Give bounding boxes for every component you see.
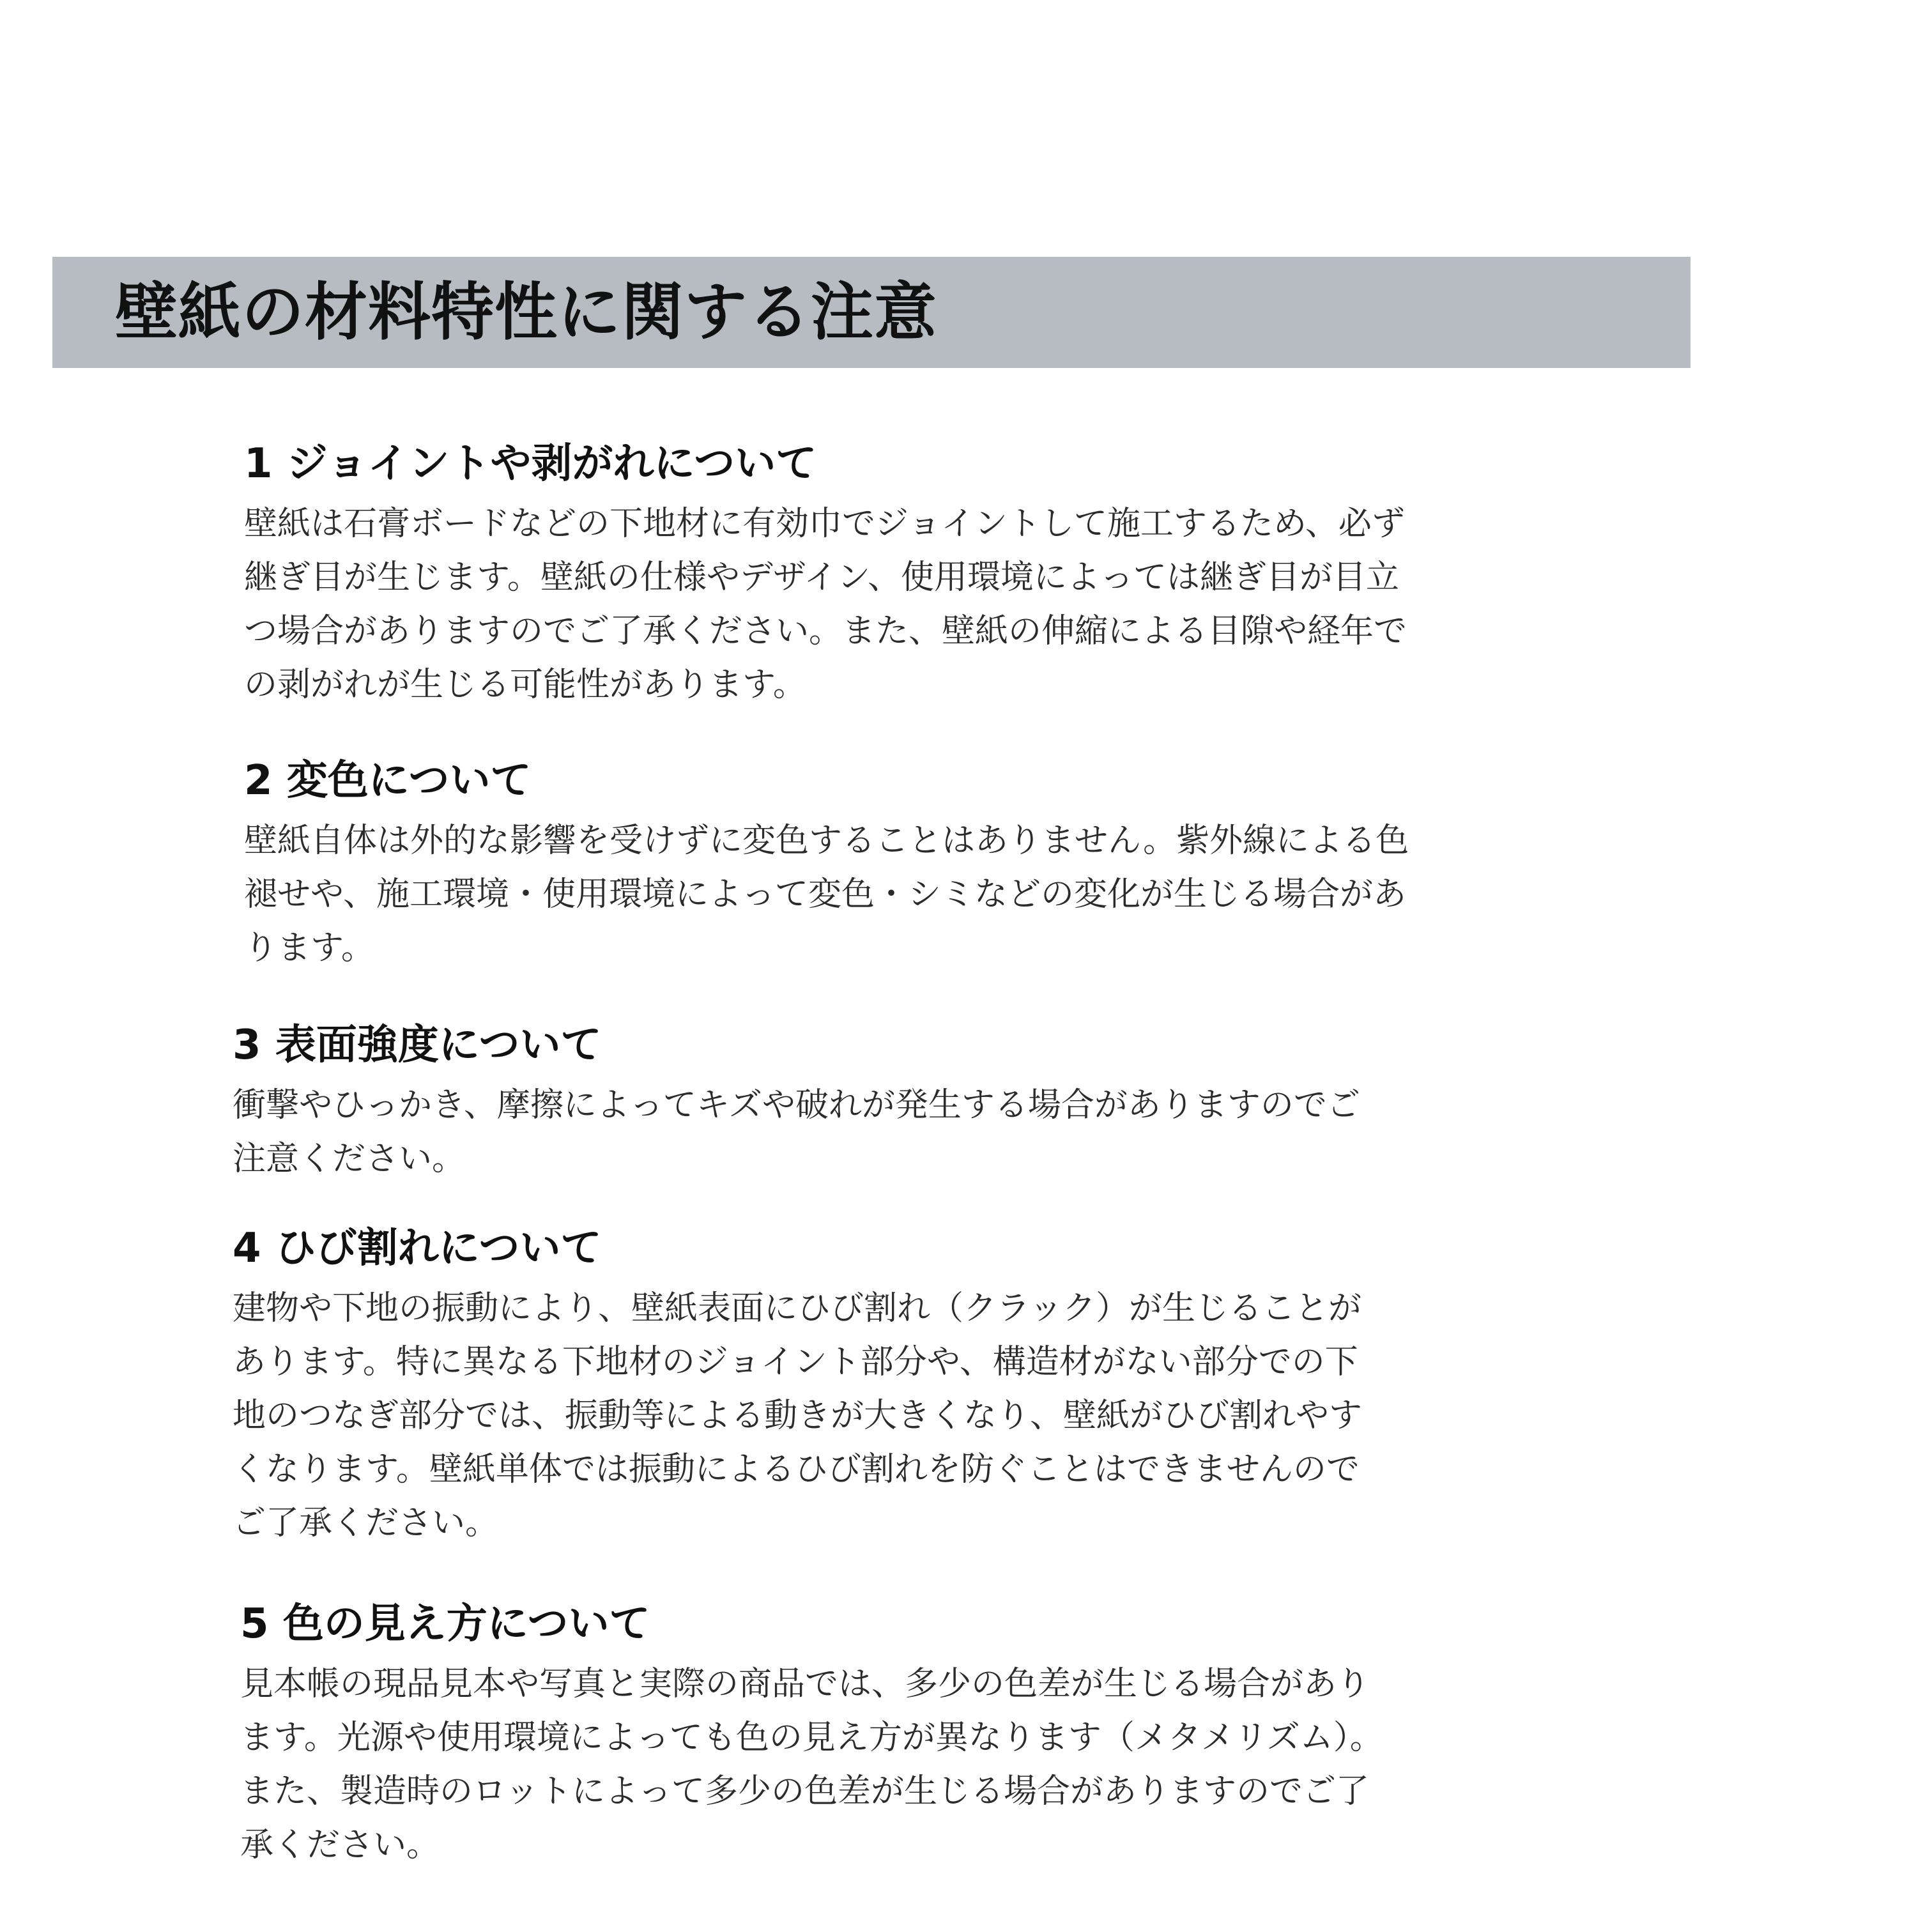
section-body: 壁紙自体は外的な影響を受けずに変色することはありません。紫外線による色褪せや、施工環境・使用環境によって変色・シミなどの変化が生じる場合があります。 <box>244 822 1409 967</box>
section-cracking <box>233 1223 1383 1550</box>
section-heading: 1 ジョイントや剥がれについて <box>244 440 817 487</box>
section-surface-strength <box>233 1020 1383 1186</box>
section-heading: 5 色の見え方について <box>240 1600 650 1648</box>
section-joint-peeling <box>244 438 1426 712</box>
section-heading: 4 ひび割れについて <box>233 1225 602 1272</box>
section-body: 衝撃やひっかき、摩擦によってキズや破れが発生する場合がありますのでご注意ください。 <box>233 1086 1360 1178</box>
section-body: 建物や下地の振動により、壁紙表面にひび割れ（クラック）が生じることがあります。特に異なる下地材のジョイント部分や、構造材がない部分での下地のつなぎ部分では、振動等による動きが大きくなり、壁紙がひび割れやすくなります。壁紙単体では振動によるひび割れを防ぐことはできませんのでご了承ください。 <box>233 1289 1363 1542</box>
section-heading: 2 変色について <box>244 757 532 804</box>
section-body: 見本帳の現品見本や写真と実際の商品では、多少の色差が生じる場合があります。光源や使用環境によっても色の見え方が異なります（メタメリズム）。また、製造時のロットによって多少の色差が生じる場合がありますのでご了承ください。 <box>240 1665 1383 1864</box>
section-heading: 3 表面強度について <box>233 1022 602 1069</box>
section-discoloration <box>244 755 1426 975</box>
page-title: 壁紙の材料特性に関する注意 <box>115 276 938 349</box>
section-body: 壁紙は石膏ボードなどの下地材に有効巾でジョイントして施工するため、必ず継ぎ目が生じます。壁紙の仕様やデザイン、使用環境によっては継ぎ目が目立つ場合がありますのでご了承ください。また、壁紙の伸縮による目隙や経年での剥がれが生じる可能性があります。 <box>244 505 1407 704</box>
section-color-appearance <box>240 1598 1390 1872</box>
